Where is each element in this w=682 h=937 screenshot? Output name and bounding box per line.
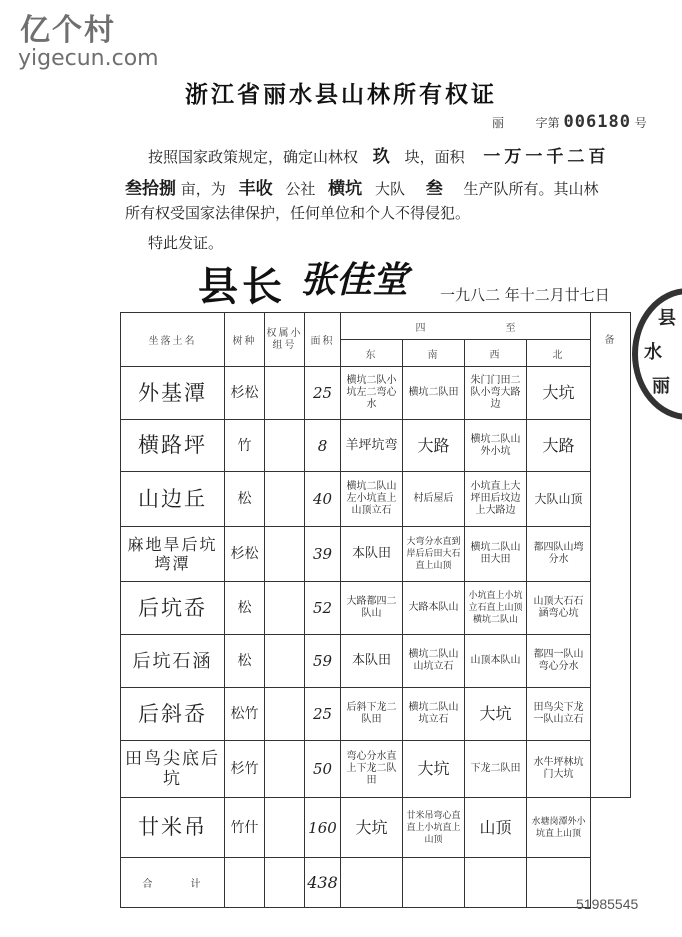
west-cell: 朱门门田二队小弯大路边 — [465, 367, 527, 420]
location-cell: 山边丘 — [121, 472, 225, 527]
north-cell: 大坑 — [527, 367, 591, 420]
tree-cell: 杉竹 — [225, 741, 265, 798]
header-row — [121, 313, 631, 340]
header-area: 面积 — [305, 313, 341, 367]
west-cell: 山顶 — [465, 798, 527, 858]
south-cell: 村后屋后 — [403, 472, 465, 527]
group-cell — [265, 472, 305, 527]
group-cell — [265, 688, 305, 741]
area-value: 一万一千二百 — [483, 147, 610, 167]
west-cell: 山顶本队山 — [465, 635, 527, 688]
west-cell: 大坑 — [465, 688, 527, 741]
east-cell: 本队田 — [341, 527, 403, 582]
tree-cell: 松 — [225, 582, 265, 635]
sign-label: 县长 — [198, 263, 286, 310]
south-cell: 横坑二队山坑立石 — [403, 688, 465, 741]
group-cell — [265, 741, 305, 798]
east-cell: 横坑二队小坑左二弯心水 — [341, 367, 403, 420]
north-cell: 水塘岗潭外小坑直上山顶 — [527, 798, 591, 858]
east-cell: 大坑 — [341, 798, 403, 858]
area-cell: 59 — [305, 635, 341, 688]
area-cell: 160 — [305, 798, 341, 858]
tree-cell: 竹什 — [225, 798, 265, 858]
area-cell: 25 — [305, 367, 341, 420]
north-cell: 大路 — [527, 420, 591, 472]
west-cell: 横坑二队山田大田 — [465, 527, 527, 582]
official-seal — [632, 288, 682, 420]
total-empty-cell — [225, 858, 265, 908]
north-cell: 都四一队山弯心分水 — [527, 635, 591, 688]
group-cell — [265, 420, 305, 472]
location-cell: 廿米吊 — [121, 798, 225, 858]
north-cell: 都四队山塆分水 — [527, 527, 591, 582]
pieces-value: 玖 — [372, 147, 390, 167]
area-value-cont: 叁拾捌 — [125, 179, 176, 199]
east-cell: 后斜下龙二队田 — [341, 688, 403, 741]
header-west: 西 — [465, 340, 527, 367]
watermark-chinese: 亿个村 — [20, 13, 116, 48]
forest-ledger-table — [120, 312, 631, 908]
tree-cell: 杉松 — [225, 367, 265, 420]
cert-word: 字第 — [535, 116, 560, 130]
table-row — [121, 741, 631, 798]
table-row — [121, 582, 631, 635]
area-cell: 52 — [305, 582, 341, 635]
north-cell: 水牛坪林坑门大坑 — [527, 741, 591, 798]
header-group: 权属小组号 — [265, 313, 305, 367]
table-row — [121, 527, 631, 582]
west-cell: 横坑二队山外小坑 — [465, 420, 527, 472]
table-row — [121, 367, 631, 420]
seal-char: 丽 — [652, 376, 670, 397]
tree-cell: 松 — [225, 472, 265, 527]
total-label: 合 计 — [121, 858, 225, 908]
cert-prefix: 丽 — [492, 116, 505, 130]
location-cell: 麻地旱后坑塆潭 — [121, 527, 225, 582]
line2-text-c: 公社 — [285, 180, 316, 198]
area-cell: 39 — [305, 527, 341, 582]
area-cell: 25 — [305, 688, 341, 741]
cert-suffix: 号 — [634, 116, 647, 130]
south-cell: 大坑 — [403, 741, 465, 798]
north-cell: 山顶大石石涵弯心坑 — [527, 582, 591, 635]
tree-cell: 杉松 — [225, 527, 265, 582]
brigade-value: 横坑 — [328, 179, 363, 199]
north-cell: 大队山顶 — [527, 472, 591, 527]
table-row — [121, 472, 631, 527]
line2-text-e: 生产队所有。其山林 — [463, 180, 599, 198]
location-cell: 横路坪 — [121, 420, 225, 472]
east-cell: 弯心分水直上下龙二队田 — [341, 741, 403, 798]
body-line-1 — [148, 142, 609, 167]
line1-text-b: 块，面积 — [404, 148, 465, 166]
group-cell — [265, 635, 305, 688]
issue-date: 一九八二 年十二月廿七日 — [440, 286, 610, 304]
signature: 张佳堂 — [300, 259, 409, 301]
header-tree: 树种 — [225, 313, 265, 367]
watermark-latin: yigecun.com — [18, 46, 159, 71]
south-cell: 横坑二队山山坑立石 — [403, 635, 465, 688]
total-empty-cell — [465, 858, 527, 908]
south-cell: 大路本队山 — [403, 582, 465, 635]
body-line-4: 特此发证。 — [148, 234, 224, 252]
table-row — [121, 420, 631, 472]
image-id-label: 51985545 — [576, 896, 639, 912]
group-cell — [265, 582, 305, 635]
line1-text-a: 按照国家政策规定，确定山林权 — [148, 148, 359, 166]
commune-value: 丰收 — [238, 179, 273, 199]
location-cell: 外基潭 — [121, 367, 225, 420]
west-cell: 小坑直上小坑立石直上山顶横坑二队山 — [465, 582, 527, 635]
document-title: 浙江省丽水县山林所有权证 — [185, 81, 497, 108]
south-cell: 廿米吊弯心直直上小坑直上山顶 — [403, 798, 465, 858]
group-cell — [265, 798, 305, 858]
east-cell: 横坑二队山左小坑直上山顶立石 — [341, 472, 403, 527]
east-cell: 本队田 — [341, 635, 403, 688]
location-cell: 田鸟尖底后坑 — [121, 741, 225, 798]
header-remark — [591, 313, 631, 798]
south-cell: 大路 — [403, 420, 465, 472]
total-row — [121, 858, 631, 908]
area-cell: 40 — [305, 472, 341, 527]
line2-text-b: 亩，为 — [180, 180, 226, 198]
north-cell: 田鸟尖下龙一队山立石 — [527, 688, 591, 741]
tree-cell: 松竹 — [225, 688, 265, 741]
location-cell: 后坑岙 — [121, 582, 225, 635]
remark-label: 备 — [604, 335, 617, 346]
seal-char: 水 — [644, 342, 662, 363]
header-north: 北 — [527, 340, 591, 367]
header-bounds: 四 至 — [341, 313, 591, 340]
table-row — [121, 798, 631, 858]
west-cell: 下龙二队田 — [465, 741, 527, 798]
body-line-3: 所有权受国家法律保护，任何单位和个人不得侵犯。 — [125, 204, 471, 222]
table-row — [121, 635, 631, 688]
east-cell: 羊坪坑弯 — [341, 420, 403, 472]
table-row — [121, 688, 631, 741]
east-cell: 大路都四二队山 — [341, 582, 403, 635]
south-cell: 横坑二队田 — [403, 367, 465, 420]
area-cell: 50 — [305, 741, 341, 798]
seal-char: 县 — [658, 308, 676, 329]
tree-cell: 松 — [225, 635, 265, 688]
total-area: 438 — [305, 858, 341, 908]
area-cell: 8 — [305, 420, 341, 472]
total-empty-cell — [403, 858, 465, 908]
line2-text-d: 大队 — [374, 180, 405, 198]
team-value: 叁 — [425, 179, 443, 199]
total-empty-cell — [341, 858, 403, 908]
group-cell — [265, 367, 305, 420]
group-cell — [265, 527, 305, 582]
total-empty-cell — [265, 858, 305, 908]
body-line-2 — [125, 174, 599, 199]
tree-cell: 竹 — [225, 420, 265, 472]
west-cell: 小坑直上大坪田后坟边上大路边 — [465, 472, 527, 527]
certificate-number — [492, 112, 647, 132]
header-east: 东 — [341, 340, 403, 367]
south-cell: 大弯分水直到岸后后田大石直上山顶 — [403, 527, 465, 582]
watermark — [20, 14, 159, 70]
header-south: 南 — [403, 340, 465, 367]
header-location: 坐落土名 — [121, 313, 225, 367]
location-cell: 后坑石涵 — [121, 635, 225, 688]
cert-number-value: 006180 — [563, 112, 631, 132]
location-cell: 后斜岙 — [121, 688, 225, 741]
